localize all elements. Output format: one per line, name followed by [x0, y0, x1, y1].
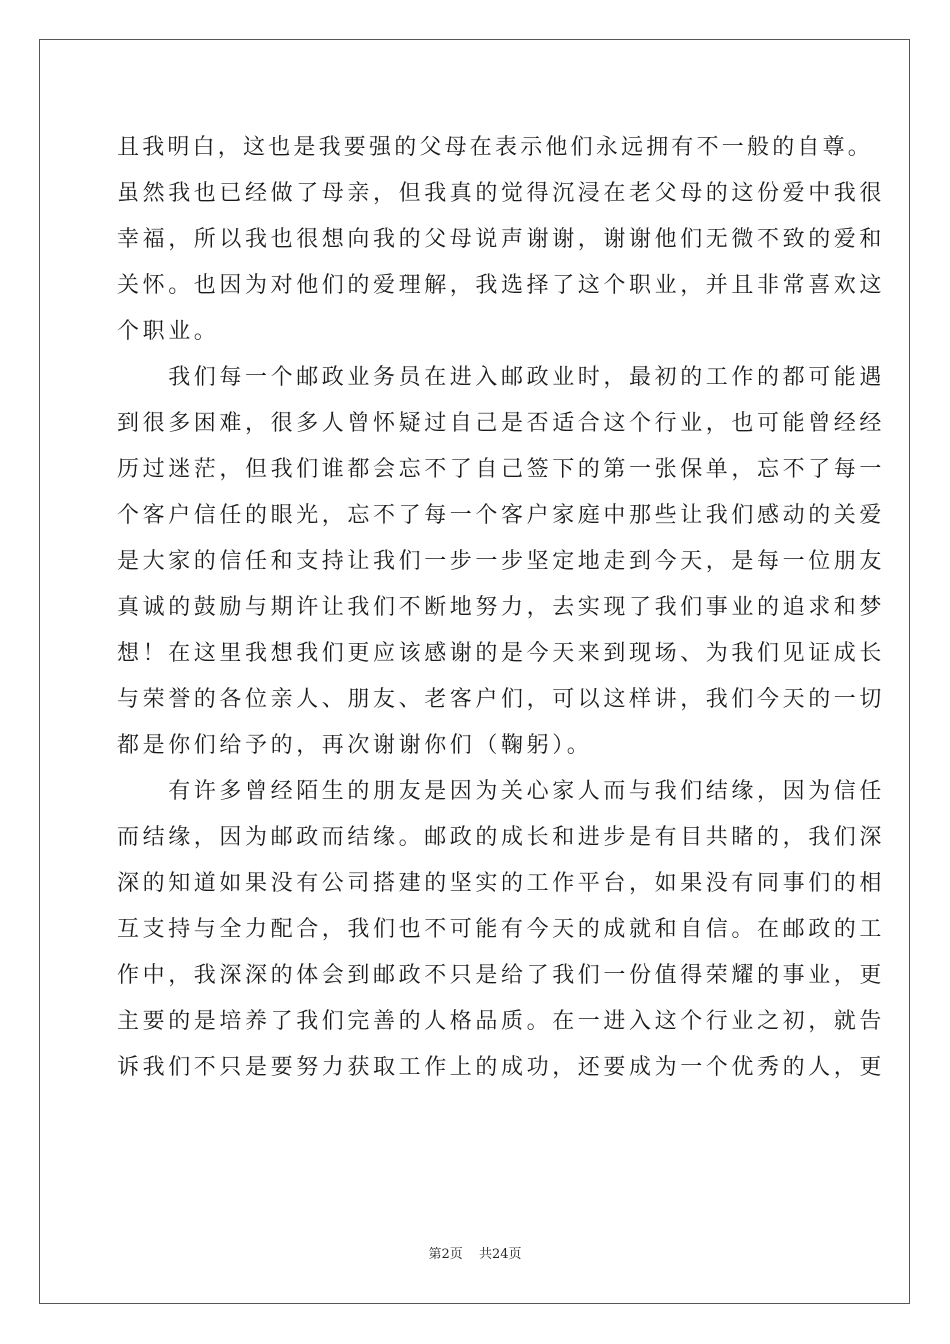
text-line: 且我明白，这也是我要强的父母在表示他们永远拥有不一般的自尊。	[117, 135, 874, 160]
text-line: 历过迷茫，但我们谁都会忘不了自己签下的第一张保单，忘不了每一	[117, 457, 886, 482]
text-line: 是大家的信任和支持让我们一步一步坚定地走到今天，是每一位朋友	[117, 549, 886, 574]
text-line: 主要的是培养了我们完善的人格品质。在一进入这个行业之初，就告	[117, 1009, 886, 1034]
text-line: 关怀。也因为对他们的爱理解，我选择了这个职业，并且非常喜欢这	[117, 273, 886, 298]
text-line: 作中，我深深的体会到邮政不只是给了我们一份值得荣耀的事业，更	[117, 963, 886, 988]
text-line: 幸福，所以我也很想向我的父母说声谢谢，谢谢他们无微不致的爱和	[117, 227, 886, 252]
page-total: 共24页	[478, 1247, 522, 1262]
text-line: 深的知道如果没有公司搭建的坚实的工作平台，如果没有同事们的相	[117, 871, 886, 896]
page-number: 第2页	[428, 1247, 463, 1262]
text-line: 个职业。	[117, 319, 220, 344]
text-line: 诉我们不只是要努力获取工作上的成功，还要成为一个优秀的人，更	[117, 1055, 886, 1080]
document-body	[117, 128, 886, 1094]
text-line: 与荣誉的各位亲人、朋友、老客户们，可以这样讲，我们今天的一切	[117, 687, 886, 712]
text-line: 有许多曾经陌生的朋友是因为关心家人而与我们结缘，因为信任	[117, 779, 886, 804]
text-line: 我们每一个邮政业务员在进入邮政业时，最初的工作的都可能遇	[117, 365, 886, 390]
text-line: 想！在这里我想我们更应该感谢的是今天来到现场、为我们见证成长	[117, 641, 886, 666]
text-line: 真诚的鼓励与期许让我们不断地努力，去实现了我们事业的追求和梦	[117, 595, 886, 620]
text-line: 虽然我也已经做了母亲，但我真的觉得沉浸在老父母的这份爱中我很	[117, 181, 886, 206]
text-line: 而结缘，因为邮政而结缘。邮政的成长和进步是有目共睹的，我们深	[117, 825, 886, 850]
page-footer	[0, 1246, 950, 1264]
text-line: 互支持与全力配合，我们也不可能有今天的成就和自信。在邮政的工	[117, 917, 886, 942]
text-line: 都是你们给予的，再次谢谢你们（鞠躬）。	[117, 733, 593, 758]
text-line: 个客户信任的眼光，忘不了每一个客户家庭中那些让我们感动的关爱	[117, 503, 886, 528]
text-line: 到很多困难，很多人曾怀疑过自己是否适合这个行业，也可能曾经经	[117, 411, 886, 436]
